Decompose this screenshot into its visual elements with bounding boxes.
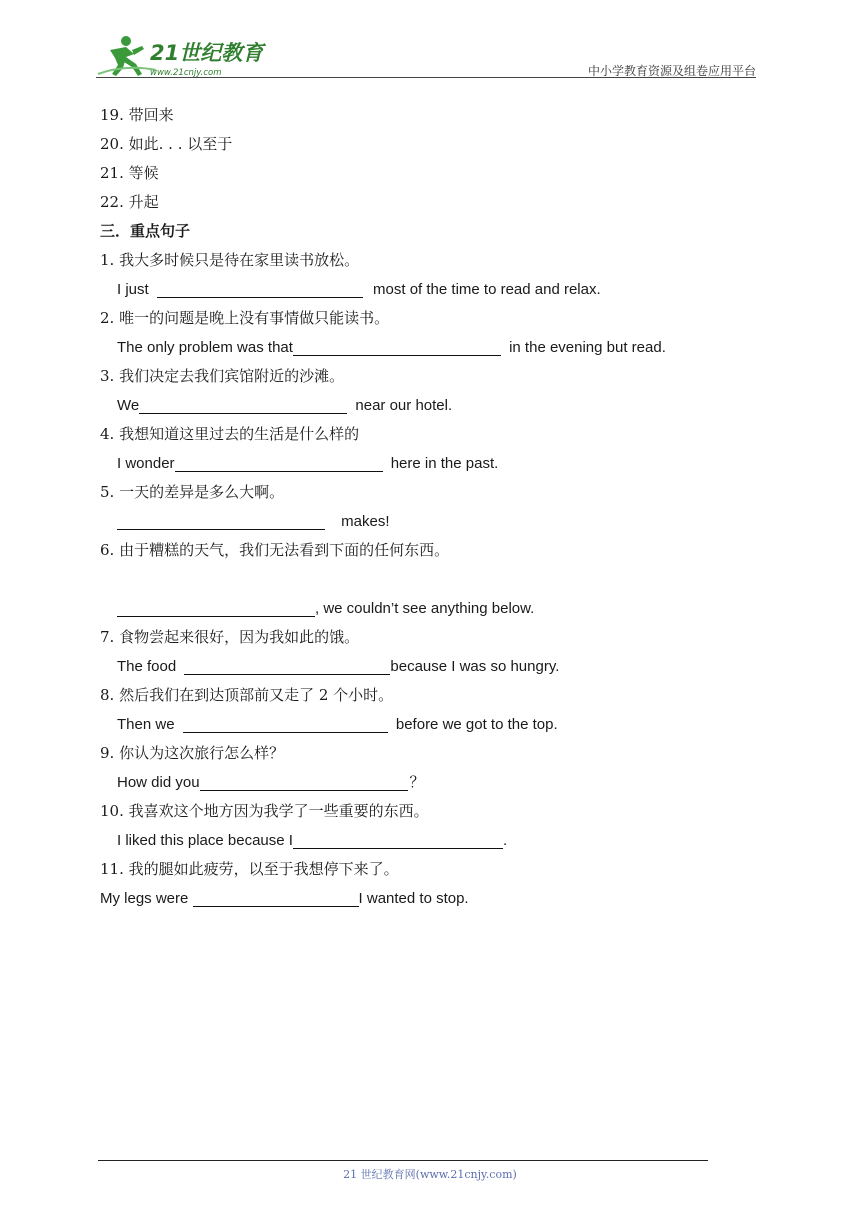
page-header <box>96 30 756 80</box>
sentence-prompt: 9. 你认为这次旅行怎么样？ <box>100 744 285 762</box>
logo-icon <box>96 34 266 78</box>
sentence-answer <box>100 710 760 739</box>
answer-suffix: ？ <box>409 774 425 791</box>
answer-blank[interactable] <box>175 453 383 472</box>
vocab-item: 22. 升起 <box>100 193 159 211</box>
answer-suffix: before we got to the top. <box>391 716 558 733</box>
answer-suffix: in the evening but read. <box>504 339 666 356</box>
sentence-prompt: 8. 然后我们在到达顶部前又走了 2 个小时。 <box>100 686 394 704</box>
answer-prefix: The only problem was that <box>117 339 293 356</box>
sentence-prompt: 11. 我的腿如此疲劳，以至于我想停下来了。 <box>100 860 399 878</box>
sentence-answer <box>100 275 760 304</box>
answer-prefix: Then we <box>117 716 179 733</box>
answer-prefix: We <box>117 397 140 414</box>
answer-prefix: How did you <box>117 774 200 791</box>
logo-url: www.21cnjy.com <box>150 68 222 78</box>
sentence-answer <box>100 768 760 797</box>
answer-blank[interactable] <box>184 656 390 675</box>
answer-suffix: makes! <box>337 513 390 530</box>
worksheet-content <box>100 101 760 913</box>
answer-prefix: The food <box>117 658 181 675</box>
sentence-answer <box>100 826 760 855</box>
sentence-prompt: 4. 我想知道这里过去的生活是什么样的 <box>100 425 360 443</box>
answer-prefix: I liked this place because I <box>117 832 293 849</box>
blank-spacer <box>100 565 760 594</box>
answer-suffix: . <box>502 832 508 849</box>
sentence-answer <box>100 884 760 913</box>
vocab-item: 19. 带回来 <box>100 106 174 124</box>
answer-blank[interactable] <box>200 772 408 791</box>
sentence-answer <box>100 449 760 478</box>
sentence-prompt: 3. 我们决定去我们宾馆附近的沙滩。 <box>100 367 345 385</box>
platform-name: 中小学教育资源及组卷应用平台 <box>587 64 756 78</box>
footer-divider <box>98 1160 708 1161</box>
sentence-prompt: 2. 唯一的问题是晚上没有事情做只能读书。 <box>100 309 390 327</box>
section-title: 三．重点句子 <box>100 222 191 240</box>
sentence-prompt: 1. 我大多时候只是待在家里读书放松。 <box>100 251 360 269</box>
answer-prefix: My legs were <box>100 890 193 907</box>
vocab-item: 21. 等候 <box>100 164 159 182</box>
sentence-answer <box>100 333 760 362</box>
sentence-prompt: 7. 食物尝起来很好，因为我如此的饿。 <box>100 628 360 646</box>
answer-blank[interactable] <box>117 511 325 530</box>
footer-text: 21 世纪教育网(www.21cnjy.com) <box>343 1168 517 1181</box>
sentence-prompt: 10. 我喜欢这个地方因为我学了一些重要的东西。 <box>100 802 429 820</box>
answer-blank[interactable] <box>117 598 315 617</box>
answer-blank[interactable] <box>183 714 388 733</box>
answer-blank[interactable] <box>139 395 347 414</box>
answer-suffix: here in the past. <box>386 455 499 472</box>
answer-suffix: because I was so hungry. <box>390 658 560 675</box>
sentence-prompt: 5. 一天的差异是多么大啊。 <box>100 483 285 501</box>
answer-blank[interactable] <box>157 279 363 298</box>
answer-blank[interactable] <box>193 888 359 907</box>
vocab-item: 20. 如此. . . 以至于 <box>100 135 233 153</box>
answer-suffix: most of the time to read and relax. <box>368 281 601 298</box>
answer-blank[interactable] <box>293 830 503 849</box>
header-divider <box>96 77 756 78</box>
logo-text: 21世纪教育 <box>150 41 264 65</box>
answer-prefix: I wonder <box>117 455 175 472</box>
sentence-answer <box>100 652 760 681</box>
sentence-answer <box>100 507 760 536</box>
sentence-answer <box>100 594 760 623</box>
answer-suffix: near our hotel. <box>351 397 453 414</box>
answer-prefix: I just <box>117 281 153 298</box>
answer-blank[interactable] <box>293 337 501 356</box>
sentence-answer <box>100 391 760 420</box>
sentence-prompt: 6. 由于糟糕的天气，我们无法看到下面的任何东西。 <box>100 541 450 559</box>
answer-suffix: , we couldn’t see anything below. <box>315 600 535 617</box>
answer-suffix: I wanted to stop. <box>358 890 469 907</box>
